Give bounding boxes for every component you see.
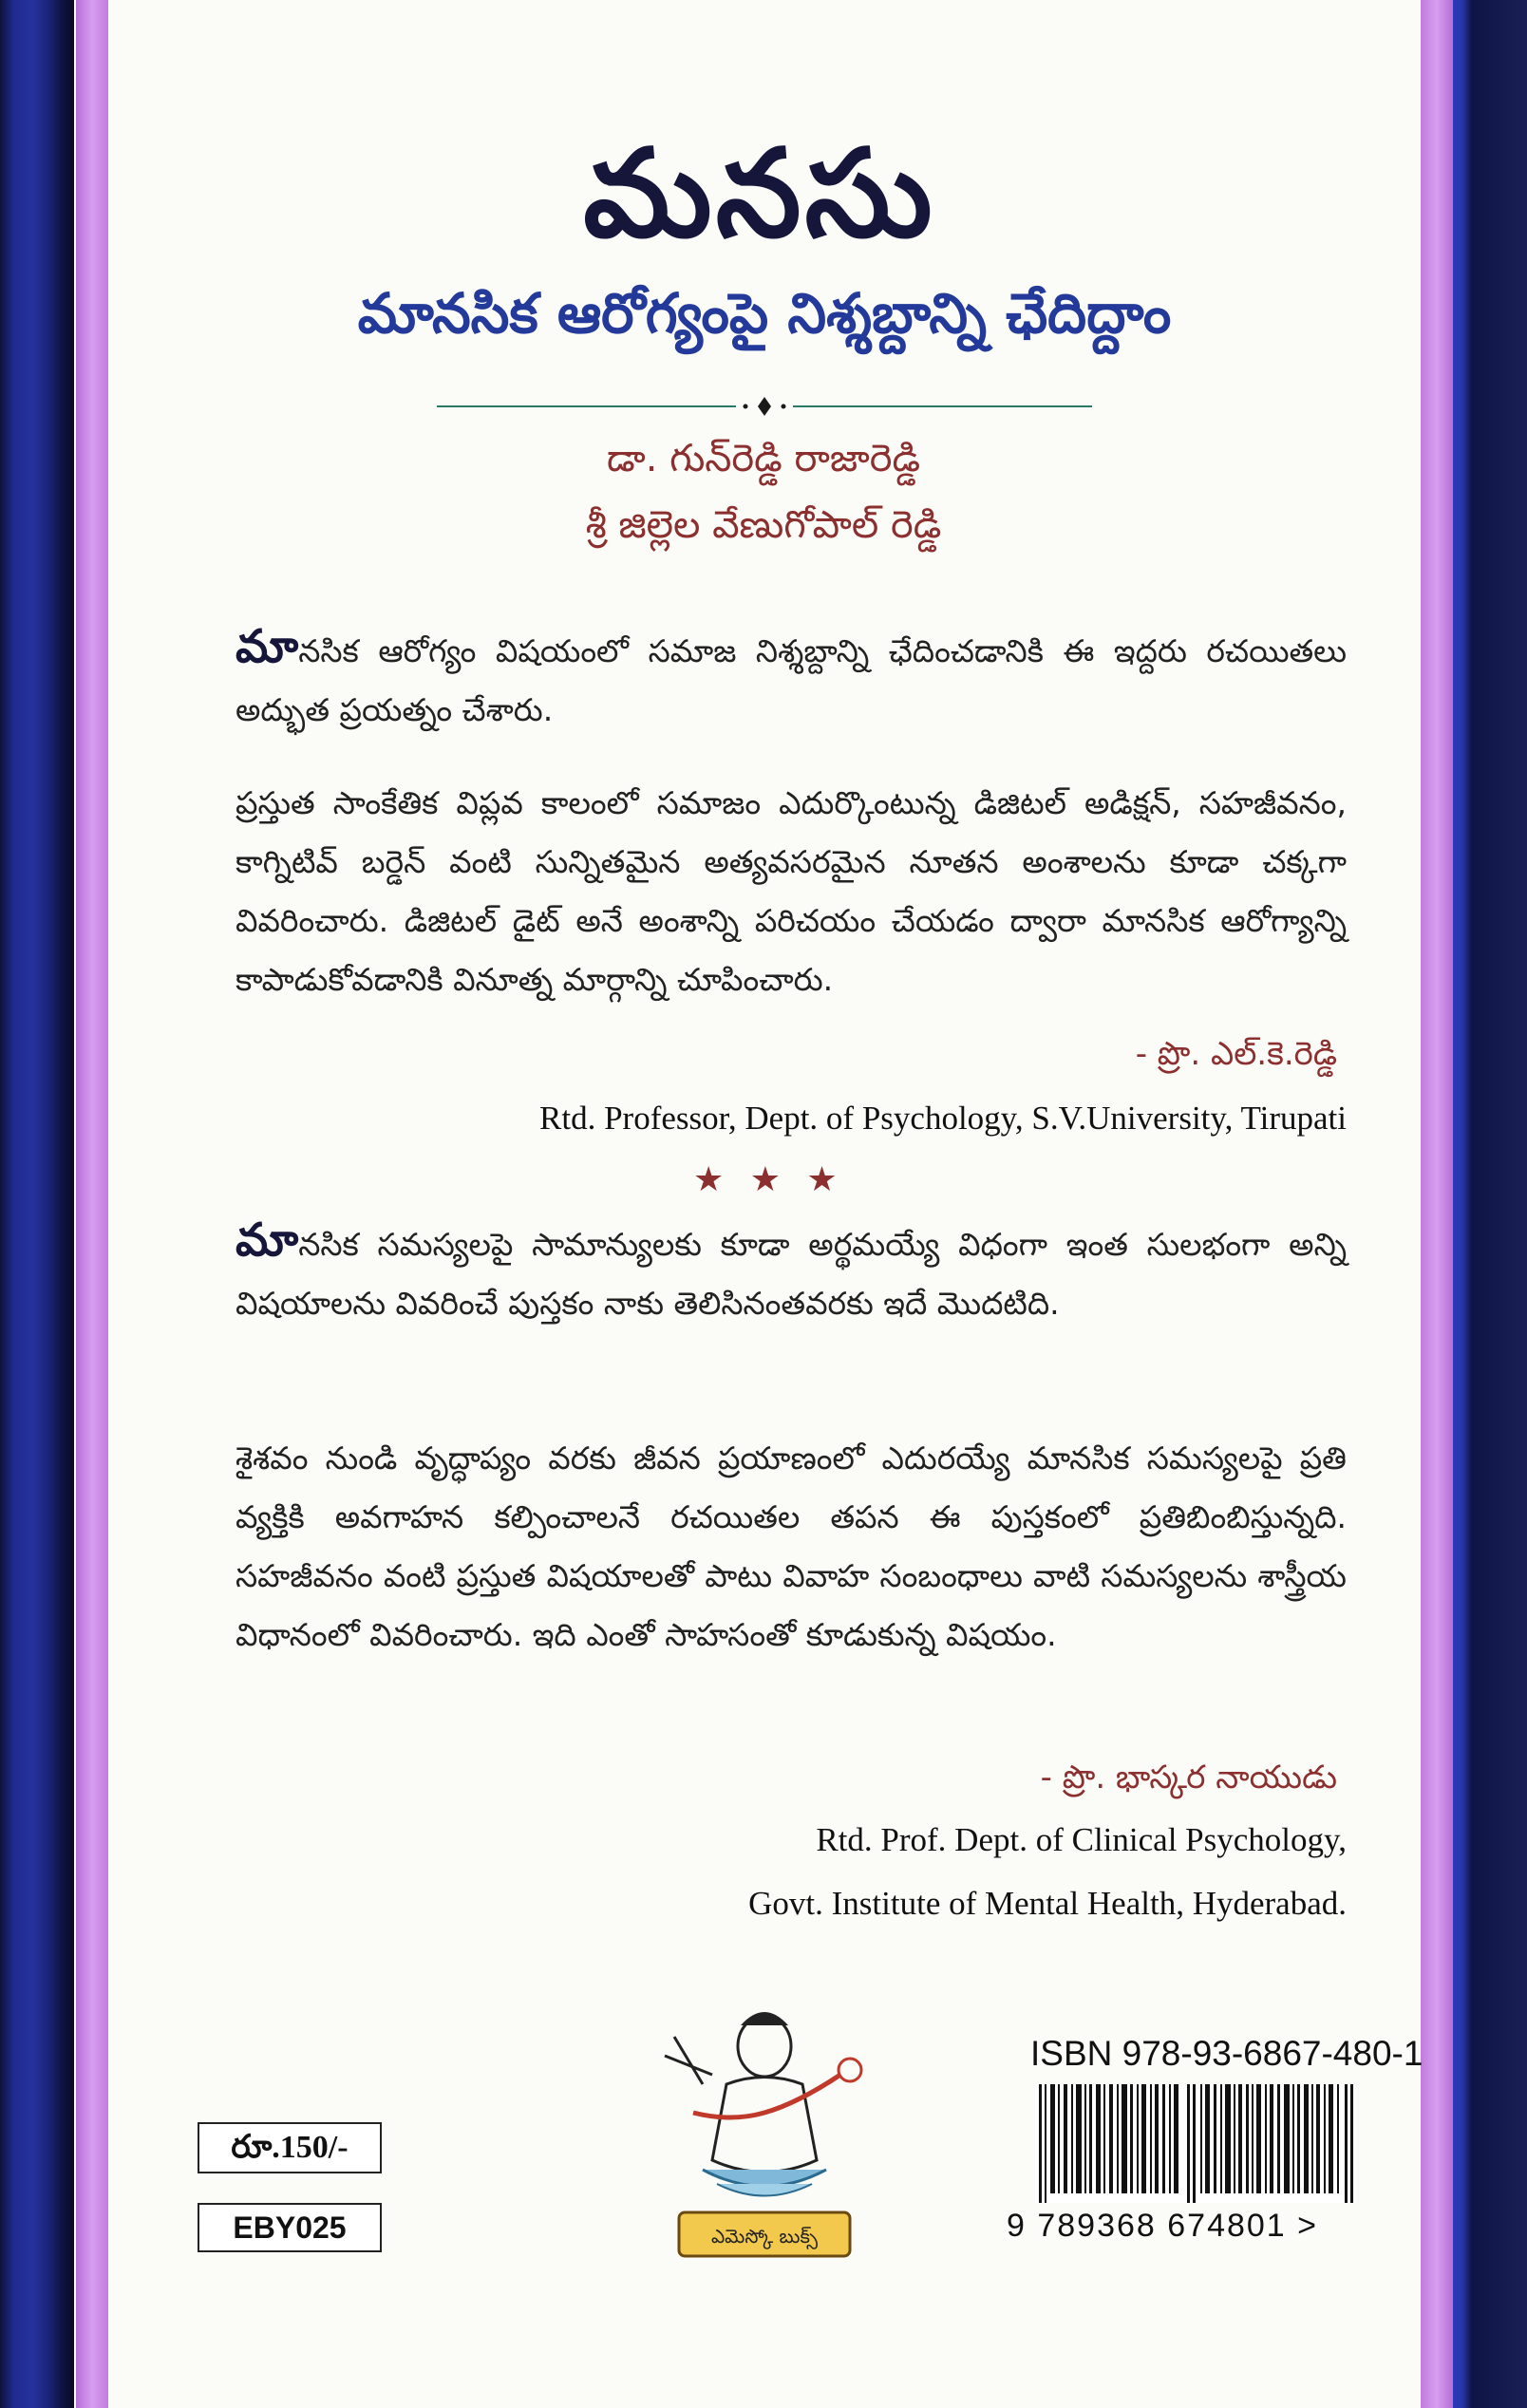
publisher-logo-text: ఎమెస్కో బుక్స్ [710,2225,819,2248]
isbn-barcode [1035,2084,1356,2203]
author-1: డా. గున్‌రెడ్డి రాజారెడ్డి [606,437,921,480]
paragraph-text: నసిక సమస్యలపై సామాన్యులకు కూడా అర్థమయ్యే విధంగా ఇంత సులభంగా అన్ని విషయాలను వివరించే పుస్తకం నాకు తెలిసినంతవరకు ఇదే మొదటిది. [236,1226,1347,1322]
isbn-digits: 9 789368 674801 > [1007,2208,1319,2244]
book-code: EBY025 [198,2203,382,2252]
review-2-paragraph-1 [236,1211,1347,1333]
review-1-credential: Rtd. Professor, Dept. of Psychology, S.V.University, Tirupati [539,1100,1347,1137]
star-separator: ★ ★ ★ [693,1160,845,1199]
review-1-paragraph-2: ప్రస్తుత సాంకేతిక విప్లవ కాలంలో సమాజం ఎదుర్కొంటున్న డిజిటల్ అడిక్షన్, సహజీవనం, కాగ్నిటివ్ బర్డెన్ వంటి సున్నితమైన అత్యవసరమైన నూతన అంశాలను కూడా చక్కగా వివరించారు. డిజిటల్ డైట్ అనే అంశాన్ని పరిచయం చేయడం ద్వారా మానసిక ఆరోగ్యాన్ని కాపాడుకోవడానికి వినూత్న మార్గాన్ని చూపించారు. [236,784,1347,998]
book-subtitle: మానసిక ఆరోగ్యంపై నిశ్శబ్దాన్ని ఛేదిద్దాం [357,281,1172,346]
author-2: శ్రీ జిల్లెల వేణుగోపాల్ రెడ్డి [585,503,942,547]
review-2-credential-line-2: Govt. Institute of Mental Health, Hyderabad. [748,1885,1347,1922]
ornament-divider [437,397,1092,416]
price-tag: రూ.150/- [198,2122,382,2173]
review-2-paragraph-2: శైశవం నుండి వృద్ధాప్యం వరకు జీవన ప్రయాణంలో ఎదురయ్యే మానసిక సమస్యలపై ప్రతి వ్యక్తికి అవగాహన కల్పించాలనే రచయితల తపన ఈ పుస్తకంలో ప్రతిబింబిస్తున్నది. సహజీవనం వంటి ప్రస్తుత విషయాలతో పాటు వివాహ సంబంధాలు వాటి సమస్యలను శాస్త్రీయ విధానంలో వివరించారు. ఇది ఎంతో సాహసంతో కూడుకున్న విషయం. [236,1439,1347,1653]
review-1-paragraph-1 [236,617,1347,740]
drop-cap: మా [236,1213,299,1267]
publisher-logo [636,1980,893,2265]
book-title: మనసు [583,123,936,265]
isbn-label: ISBN 978-93-6867-480-1 [1030,2034,1423,2073]
review-2-credential-line-1: Rtd. Prof. Dept. of Clinical Psychology, [816,1821,1347,1858]
review-1-signature: - ప్రొ. ఎల్.కె.రెడ్డి [1135,1035,1337,1073]
paragraph-text: నసిక ఆరోగ్యం విషయంలో సమాజ నిశ్శబ్దాన్ని ఛేదించడానికి ఈ ఇద్దరు రచయితలు అద్భుత ప్రయత్నం చేశారు. [236,632,1347,728]
review-2-signature: - ప్రొ. భాస్కర నాయుడు [1040,1759,1337,1797]
drop-cap: మా [236,620,299,673]
